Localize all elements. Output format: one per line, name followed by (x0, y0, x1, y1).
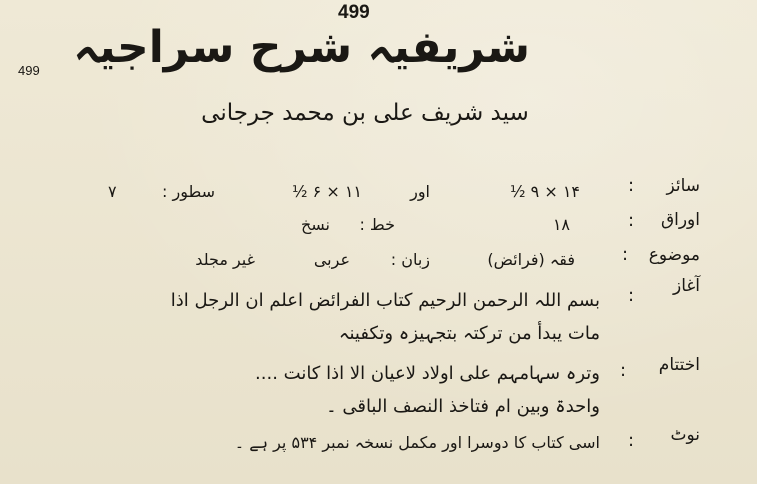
size-and: اور (410, 182, 430, 201)
author-name: سید شریف علی بن محمد جرجانی (201, 100, 529, 126)
language-value: عربی (313, 250, 350, 269)
note-label: نوٹ (670, 425, 700, 445)
ending-line-1: وترہ سہامہم علی اولاد لاعیان الا اذا کانت .... (255, 363, 600, 384)
note-colon: : (628, 430, 635, 451)
subject-value: فقہ (فرائض) (487, 250, 575, 269)
size-dimensions-1: ۱۴ × ۹ ½ (510, 182, 580, 201)
ending-line-2: واحدۃ وبین ام فتاخذ النصف الباقی ۔ (326, 396, 600, 417)
size-colon: : (628, 175, 635, 196)
ending-label: اختتام (658, 355, 700, 375)
subject-colon: : (622, 244, 629, 265)
lines-value: ۷ (108, 182, 117, 201)
page-number-margin: 499 (18, 63, 40, 78)
script-value: نسخ (300, 215, 330, 234)
folios-label: اوراق (660, 210, 700, 230)
size-label: سائز (666, 176, 700, 196)
size-dimensions-2: ۱۱ × ۶ ½ (292, 182, 362, 201)
binding-status: غیر مجلد (195, 250, 255, 269)
beginning-colon: : (628, 285, 635, 306)
beginning-line-1: بسم اللہ الرحمن الرحیم کتاب الفرائض اعلم ان الرجل اذا (170, 290, 600, 311)
folios-colon: : (628, 210, 635, 231)
page-number-top: 499 (338, 2, 370, 23)
lines-label: سطور : (162, 182, 215, 201)
folios-count: ۱۸ (552, 215, 570, 234)
language-label: زبان : (390, 250, 430, 269)
note-text: اسی کتاب کا دوسرا اور مکمل نسخہ نمبر ۵۳۴ پر ہے ۔ (234, 433, 600, 452)
ending-colon: : (620, 360, 627, 381)
subject-label: موضوع (648, 245, 700, 265)
book-title: شریفیہ شرح سراجیہ (73, 22, 530, 73)
beginning-label: آغاز (672, 276, 700, 296)
beginning-line-2: مات یبدأ من ترکتہ بتجہیزہ وتکفینہ (338, 323, 600, 344)
script-label: خط : (359, 215, 395, 234)
